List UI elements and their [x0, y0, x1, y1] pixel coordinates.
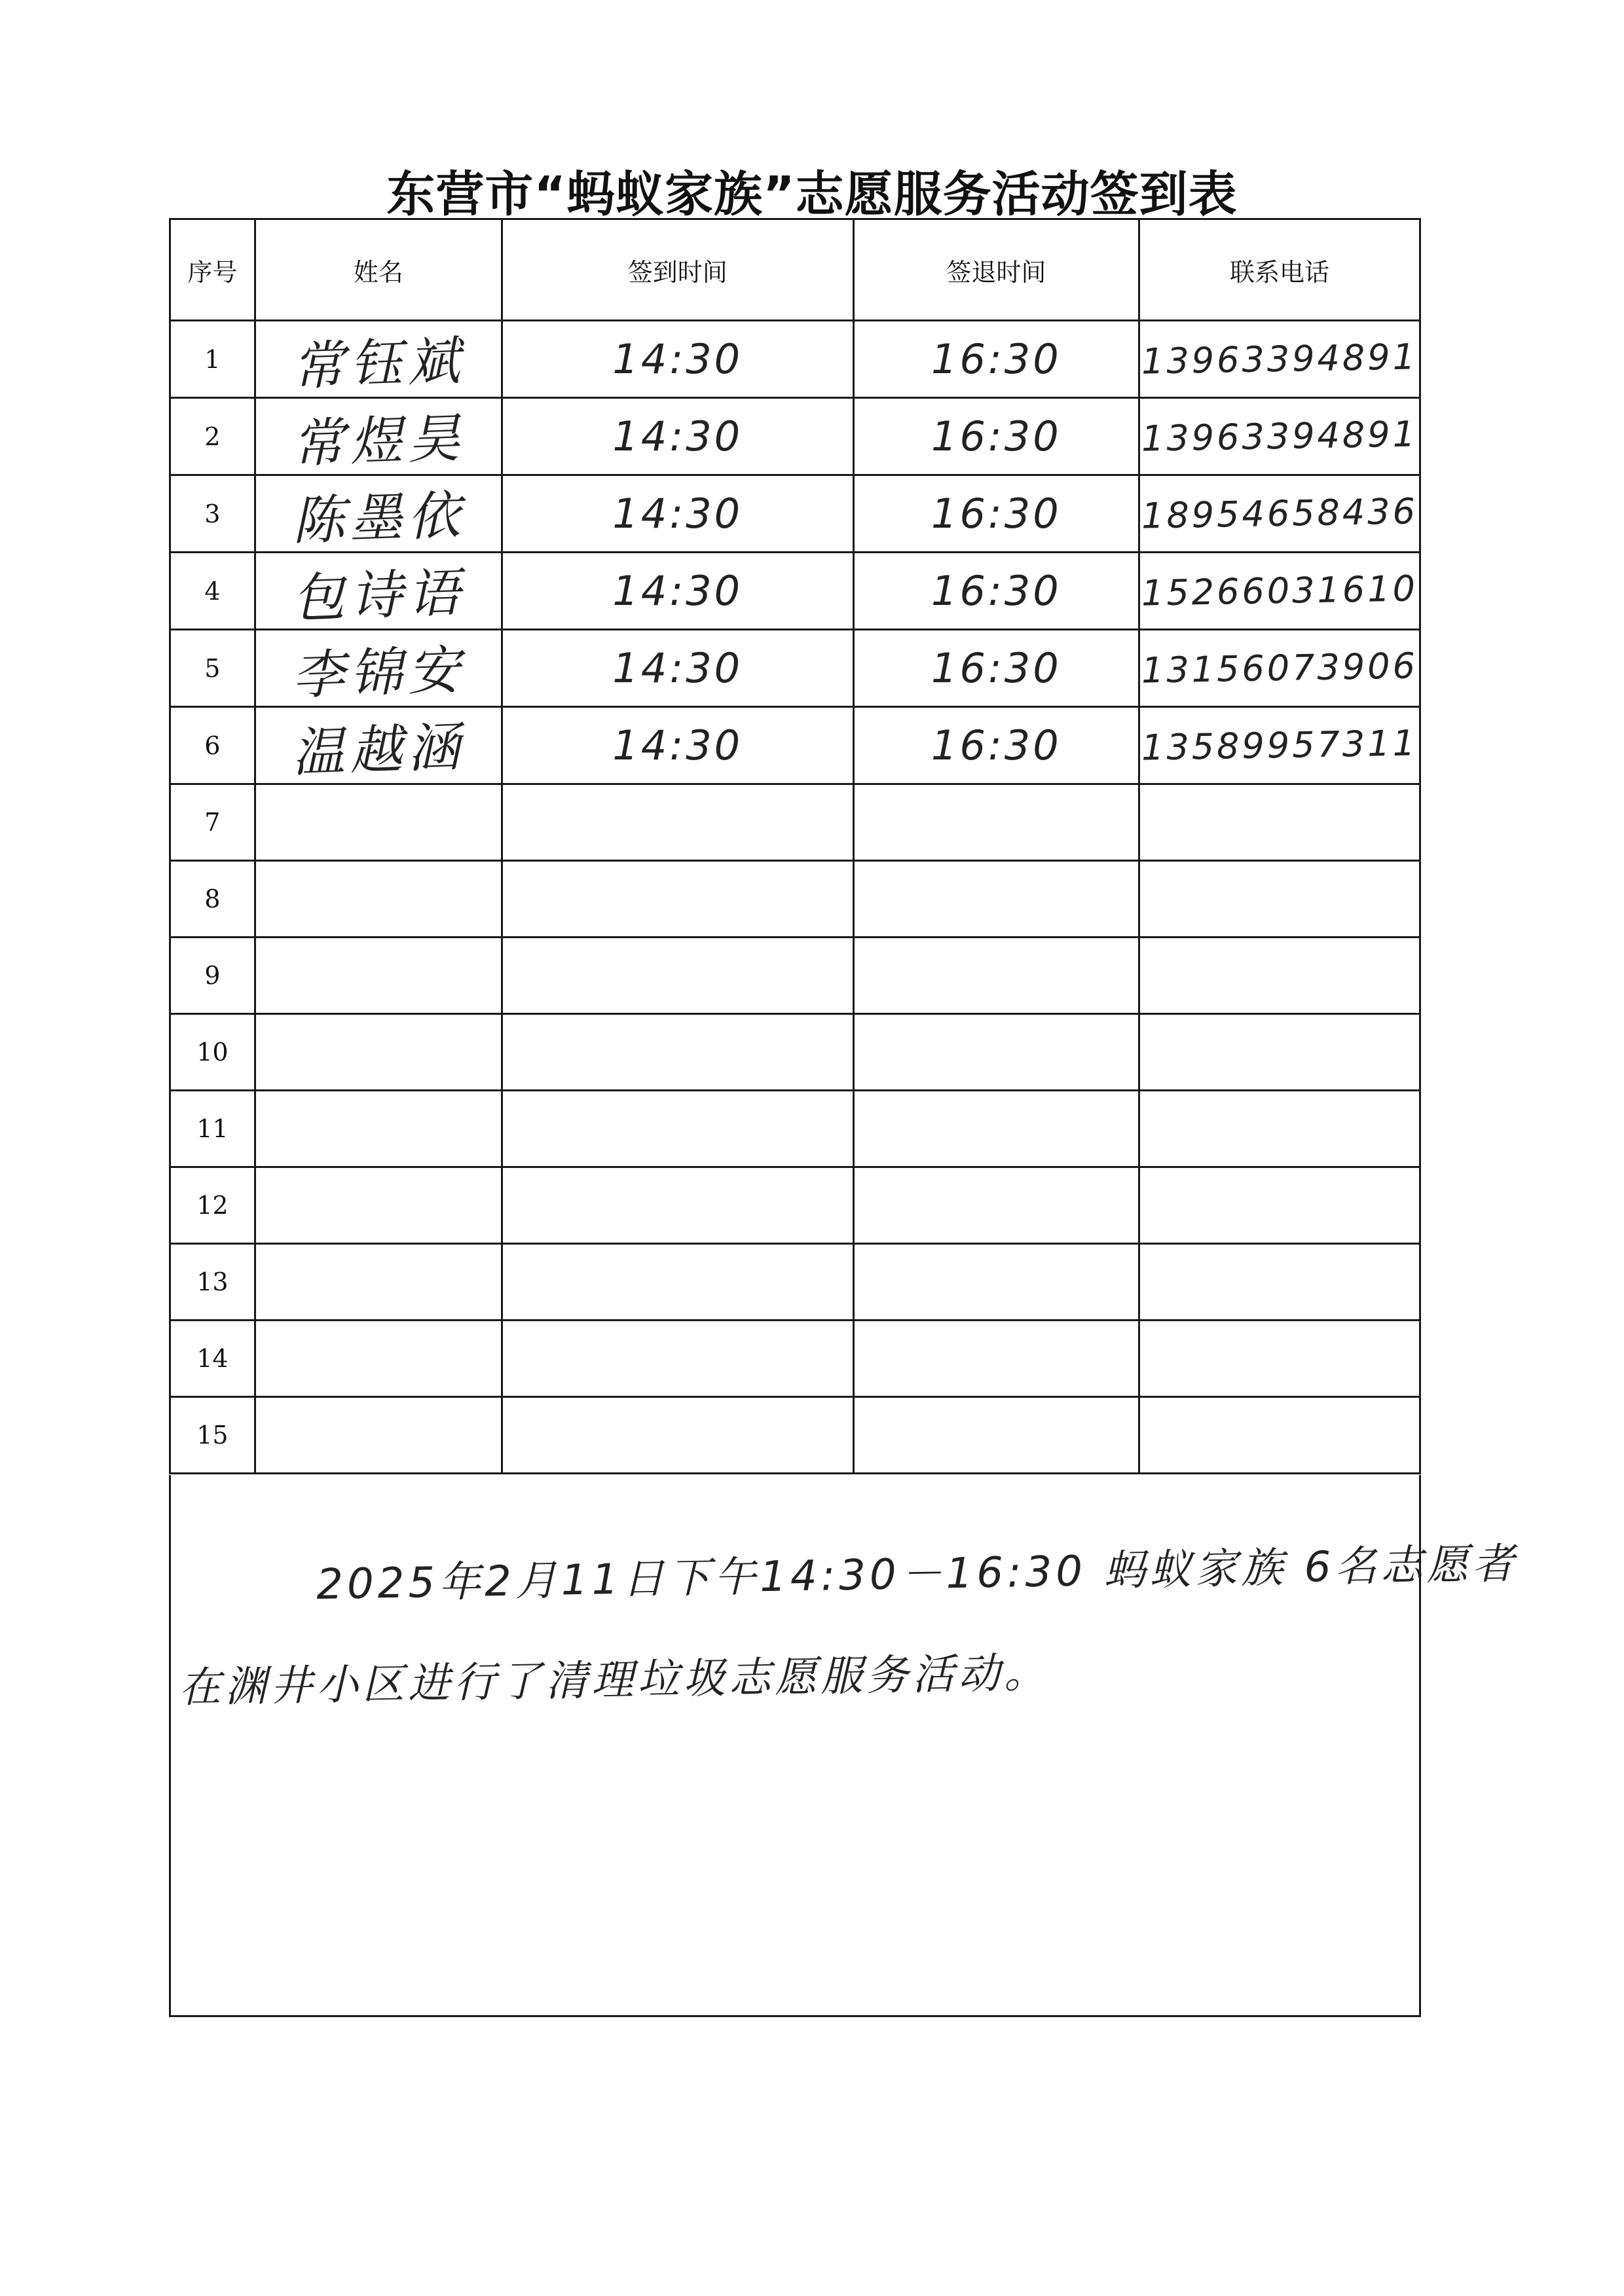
- name-cell: [255, 861, 502, 938]
- signin-cell: [502, 553, 853, 630]
- signout-cell: [853, 1167, 1139, 1244]
- handwritten-name: 包诗语: [291, 562, 466, 629]
- seq-cell: 10: [170, 1014, 255, 1091]
- header-row: [170, 219, 1420, 321]
- handwritten-phone: 13156073906: [1141, 645, 1418, 691]
- table-row: [170, 321, 1420, 398]
- table-row: [170, 553, 1420, 630]
- name-cell: [255, 475, 502, 553]
- phone-cell: [1139, 553, 1420, 630]
- signout-cell: [853, 1244, 1139, 1321]
- phone-cell: [1139, 321, 1420, 398]
- handwritten-phone: 15266031610: [1141, 568, 1418, 614]
- phone-cell: [1139, 1244, 1420, 1321]
- table-row: [170, 861, 1420, 938]
- handwritten-signin-time: 14:30: [612, 490, 743, 538]
- phone-cell: [1139, 1397, 1420, 1474]
- handwritten-name: 温越涵: [291, 716, 466, 784]
- table-row: [170, 707, 1420, 784]
- phone-cell: [1139, 398, 1420, 475]
- header-seq: 序号: [170, 219, 255, 321]
- name-cell: [255, 1091, 502, 1167]
- name-cell: [255, 1244, 502, 1321]
- page-title: 东营市“蚂蚁家族”志愿服务活动签到表: [386, 166, 1238, 223]
- phone-cell: [1139, 707, 1420, 784]
- signin-cell: [502, 1014, 853, 1091]
- table-row: [170, 1167, 1420, 1244]
- phone-cell: [1139, 861, 1420, 938]
- signout-cell: [853, 630, 1139, 707]
- table-row: [170, 1014, 1420, 1091]
- name-cell: [255, 938, 502, 1014]
- phone-cell: [1139, 630, 1420, 707]
- name-cell: [255, 1014, 502, 1091]
- seq-cell: 12: [170, 1167, 255, 1244]
- seq-cell: 7: [170, 784, 255, 861]
- signin-cell: [502, 938, 853, 1014]
- phone-cell: [1139, 1167, 1420, 1244]
- signout-cell: [853, 398, 1139, 475]
- name-cell: [255, 1321, 502, 1397]
- signout-cell: [853, 1091, 1139, 1167]
- signout-cell: [853, 784, 1139, 861]
- table-row: [170, 630, 1420, 707]
- table-row: [170, 1244, 1420, 1321]
- signin-cell: [502, 321, 853, 398]
- signin-cell: [502, 1397, 853, 1474]
- phone-cell: [1139, 938, 1420, 1014]
- seq-cell: 8: [170, 861, 255, 938]
- handwritten-signout-time: 16:30: [931, 567, 1061, 615]
- table-row: [170, 784, 1420, 861]
- name-cell: [255, 553, 502, 630]
- sign-in-table: [169, 218, 1421, 1474]
- phone-cell: [1139, 475, 1420, 553]
- table-row: [170, 1091, 1420, 1167]
- seq-cell: 6: [170, 707, 255, 784]
- signin-cell: [502, 707, 853, 784]
- handwritten-name: 陈墨依: [291, 484, 466, 552]
- handwritten-remark-line-2: 在渊井小区进行了清理垃圾志愿服务活动。: [178, 1649, 1050, 1713]
- signin-cell: [502, 784, 853, 861]
- phone-cell: [1139, 1091, 1420, 1167]
- header-phone: 联系电话: [1139, 219, 1420, 321]
- table-row: [170, 938, 1420, 1014]
- handwritten-signout-time: 16:30: [931, 721, 1061, 769]
- signout-cell: [853, 861, 1139, 938]
- name-cell: [255, 784, 502, 861]
- handwritten-remark-line-1: 2025年2月11日下午14:30－16:30 蚂蚁家族 6名志愿者: [316, 1539, 1519, 1610]
- handwritten-signout-time: 16:30: [931, 490, 1061, 538]
- phone-cell: [1139, 1014, 1420, 1091]
- signout-cell: [853, 321, 1139, 398]
- signin-cell: [502, 475, 853, 553]
- seq-cell: 15: [170, 1397, 255, 1474]
- handwritten-signin-time: 14:30: [612, 721, 743, 769]
- signin-cell: [502, 1321, 853, 1397]
- phone-cell: [1139, 784, 1420, 861]
- handwritten-signout-time: 16:30: [931, 335, 1061, 383]
- signout-cell: [853, 1397, 1139, 1474]
- signin-cell: [502, 630, 853, 707]
- signout-cell: [853, 1014, 1139, 1091]
- signout-cell: [853, 475, 1139, 553]
- handwritten-phone: 13963394891: [1141, 413, 1418, 460]
- handwritten-signin-time: 14:30: [612, 644, 743, 692]
- seq-cell: 9: [170, 938, 255, 1014]
- activity-remarks-box: [169, 1475, 1519, 2017]
- name-cell: [255, 398, 502, 475]
- signin-cell: [502, 1091, 853, 1167]
- name-cell: [255, 1167, 502, 1244]
- signout-cell: [853, 707, 1139, 784]
- table-row: [170, 1321, 1420, 1397]
- handwritten-name: 常钰斌: [291, 330, 466, 397]
- seq-cell: 2: [170, 398, 255, 475]
- seq-cell: 13: [170, 1244, 255, 1321]
- handwritten-signin-time: 14:30: [612, 567, 743, 615]
- table-row: [170, 1397, 1420, 1474]
- handwritten-phone: 18954658436: [1141, 490, 1418, 537]
- signin-cell: [502, 1244, 853, 1321]
- signin-cell: [502, 1167, 853, 1244]
- seq-cell: 14: [170, 1321, 255, 1397]
- handwritten-signin-time: 14:30: [612, 335, 743, 383]
- signin-cell: [502, 398, 853, 475]
- seq-cell: 11: [170, 1091, 255, 1167]
- header-signin-time: 签到时间: [502, 219, 853, 321]
- name-cell: [255, 321, 502, 398]
- table-row: [170, 398, 1420, 475]
- handwritten-signout-time: 16:30: [931, 644, 1061, 692]
- header-name: 姓名: [255, 219, 502, 321]
- signout-cell: [853, 1321, 1139, 1397]
- name-cell: [255, 707, 502, 784]
- handwritten-name: 常煜昊: [291, 407, 466, 475]
- signin-cell: [502, 861, 853, 938]
- signout-cell: [853, 938, 1139, 1014]
- table-row: [170, 475, 1420, 553]
- seq-cell: 1: [170, 321, 255, 398]
- name-cell: [255, 1397, 502, 1474]
- name-cell: [255, 630, 502, 707]
- seq-cell: 3: [170, 475, 255, 553]
- header-signout-time: 签退时间: [853, 219, 1139, 321]
- phone-cell: [1139, 1321, 1420, 1397]
- handwritten-signout-time: 16:30: [931, 412, 1061, 460]
- seq-cell: 5: [170, 630, 255, 707]
- handwritten-phone: 13963394891: [1141, 336, 1418, 382]
- handwritten-name: 李锦安: [291, 639, 466, 706]
- seq-cell: 4: [170, 553, 255, 630]
- handwritten-signin-time: 14:30: [612, 412, 743, 460]
- handwritten-phone: 13589957311: [1141, 722, 1418, 769]
- signout-cell: [853, 553, 1139, 630]
